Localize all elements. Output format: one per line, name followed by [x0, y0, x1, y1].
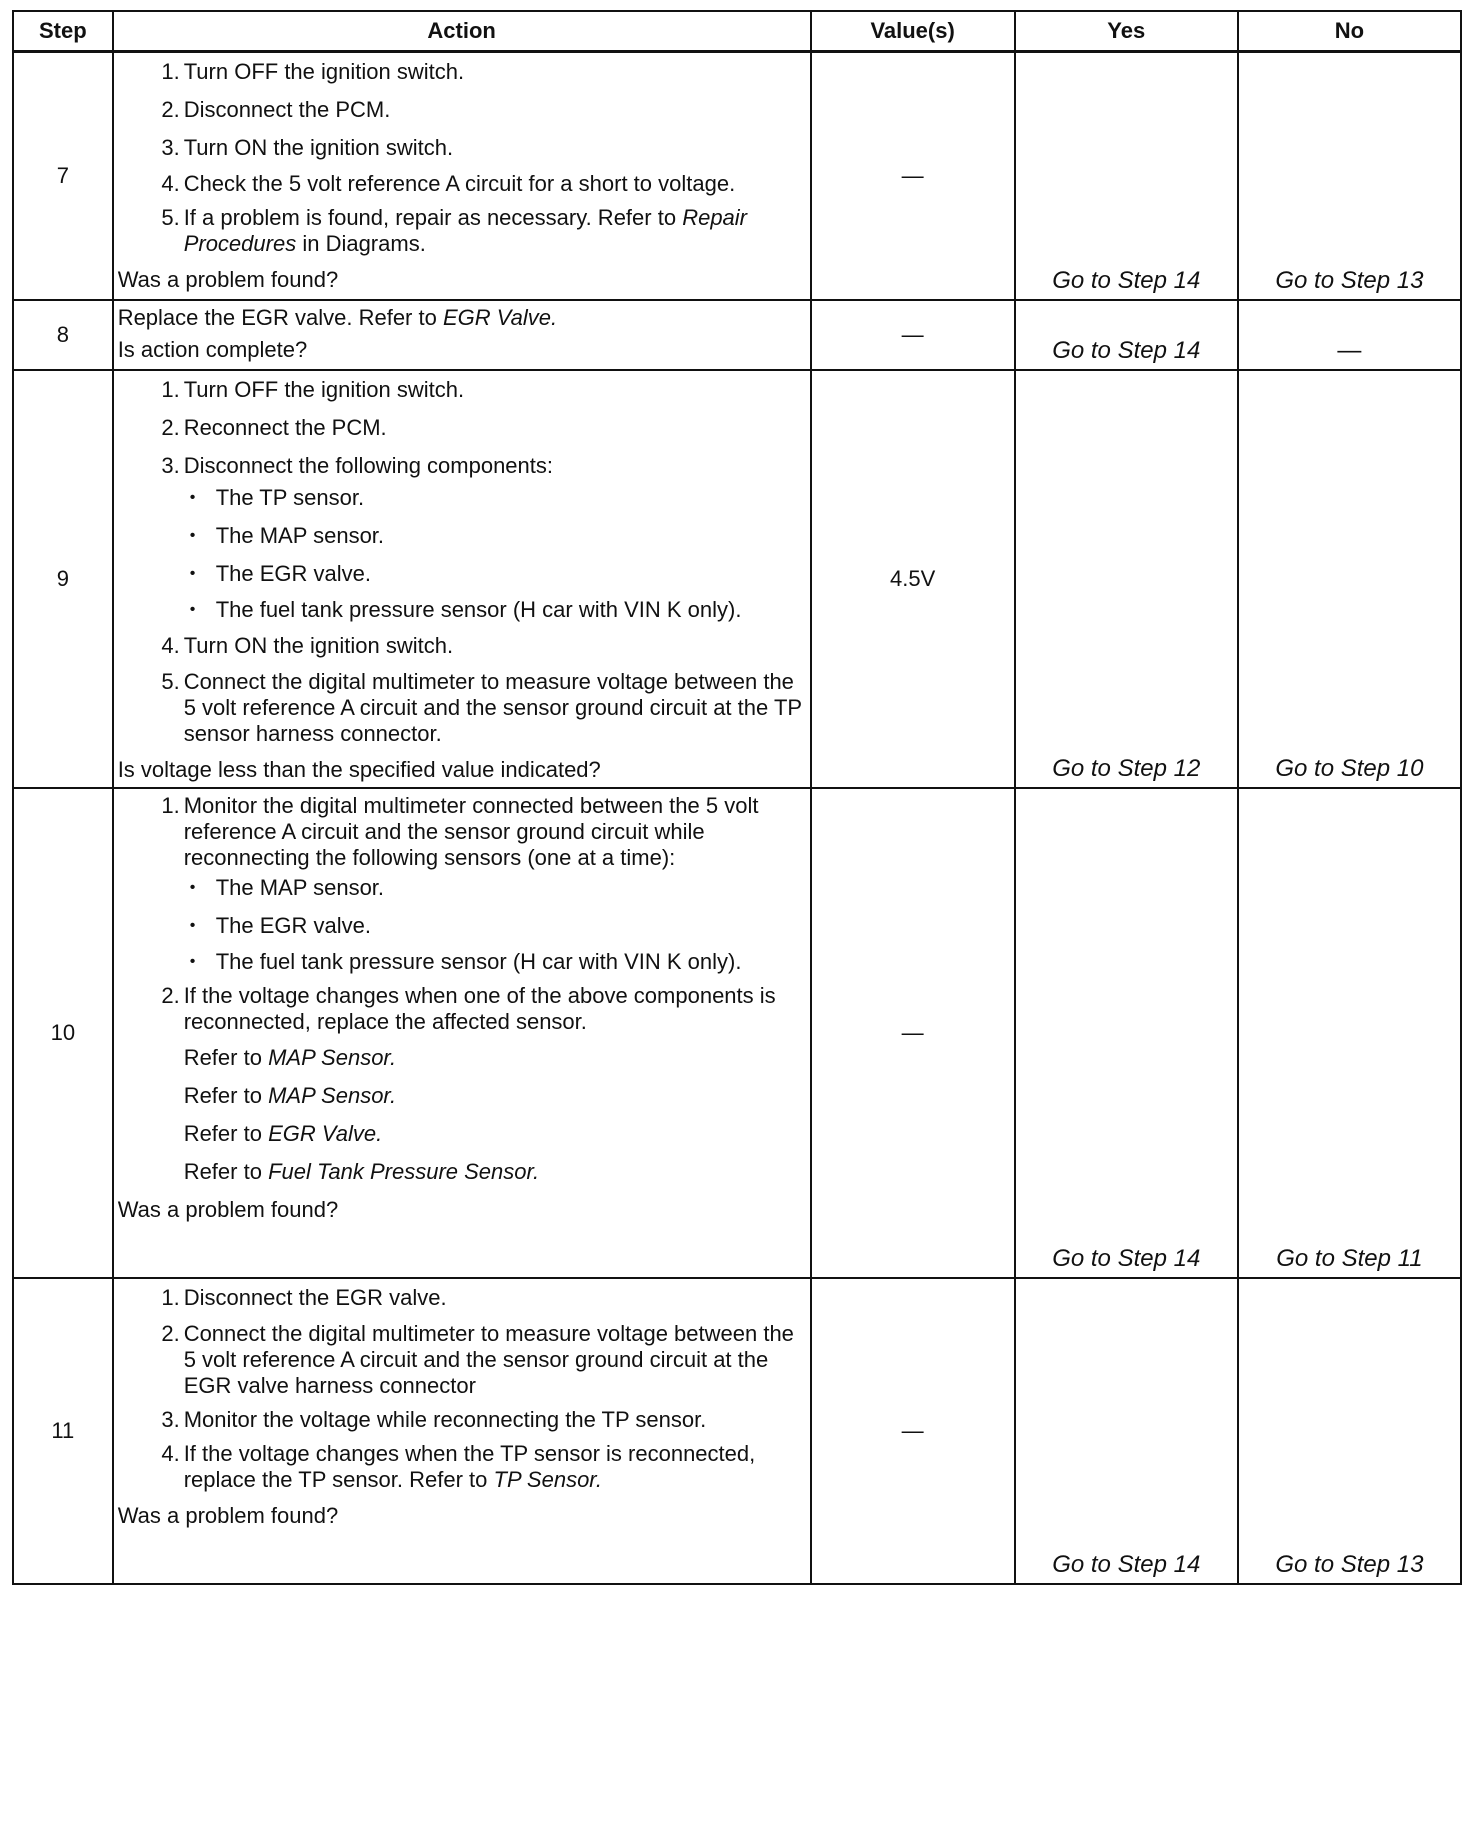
refer-line: Refer to Fuel Tank Pressure Sensor.: [183, 1158, 540, 1184]
header-step: Step: [13, 11, 113, 52]
value-cell: —: [811, 300, 1015, 370]
reference-link: MAP Sensor.: [268, 1082, 397, 1108]
refer-line: Refer to EGR Valve.: [183, 1120, 383, 1146]
refer-line: Refer to MAP Sensor.: [183, 1082, 397, 1108]
action-item: 5. Connect the digital multimeter to measure voltage between the 5 volt reference A circuit and the sensor ground circuit at the TP sensor harness connector.: [161, 668, 802, 746]
header-value: Value(s): [811, 11, 1015, 52]
yes-cell: Go to Step 14: [1015, 788, 1238, 1278]
step-number: 10: [13, 788, 113, 1278]
action-text: Replace the EGR valve. Refer to EGR Valve.: [117, 304, 558, 330]
value-cell: —: [811, 52, 1015, 300]
table-row-step-8: [13, 300, 1461, 370]
value-cell: 4.5V: [811, 370, 1015, 788]
action-item: 5. If a problem is found, repair as necessary. Refer to Repair Procedures in Diagrams.: [161, 205, 748, 256]
step-number: 7: [13, 52, 113, 300]
header-row: [13, 11, 1461, 52]
table-row-step-7: [13, 52, 1461, 300]
action-item: 2. Connect the digital multimeter to measure voltage between the 5 volt reference A circuit and the sensor ground circuit at the EGR valve harness connector: [161, 1320, 794, 1398]
reference-link: EGR Valve.: [442, 304, 558, 330]
action-item: 4. Turn ON the ignition switch.: [161, 632, 454, 658]
action-item: 1. Turn OFF the ignition switch.: [161, 376, 465, 402]
bullet-item: • The TP sensor.: [184, 483, 810, 513]
header-no: No: [1238, 11, 1461, 52]
question-text: Was a problem found?: [117, 267, 339, 292]
refer-line: Refer to MAP Sensor.: [183, 1044, 397, 1070]
yes-cell: Go to Step 14: [1015, 300, 1238, 370]
action-item: 2. Reconnect the PCM.: [161, 414, 387, 440]
action-cell: [113, 300, 811, 370]
diagnostic-table: [12, 10, 1462, 1585]
action-item: 3. Disconnect the following components: • The TP sensor. • The MAP sensor. • The EGR valve. • The fuel tank pressure sensor (H car with VIN K only).: [114, 451, 810, 623]
bullet-item: • The EGR valve.: [184, 911, 810, 941]
reference-link: EGR Valve.: [268, 1120, 383, 1146]
action-item: 3. Turn ON the ignition switch.: [161, 135, 454, 160]
action-item: 2. Disconnect the PCM.: [161, 97, 391, 122]
no-cell: Go to Step 13: [1238, 1278, 1461, 1584]
action-item: 1. Monitor the digital multimeter connected between the 5 volt reference A circuit and the sensor ground circuit while reconnecting the following sensors (one at a time): • The MAP sensor. • The EGR valve. • The fuel tank pressure sensor (H car with VIN K only).: [114, 793, 810, 975]
yes-cell: Go to Step 14: [1015, 52, 1238, 300]
no-cell: Go to Step 10: [1238, 370, 1461, 788]
value-cell: —: [811, 788, 1015, 1278]
bullet-item: • The MAP sensor.: [184, 521, 810, 551]
question-text: Was a problem found?: [117, 1196, 339, 1222]
question-text: Is action complete?: [117, 336, 308, 362]
step-number: 8: [13, 300, 113, 370]
reference-link: Repair Procedures: [183, 205, 748, 256]
question-text: Was a problem found?: [117, 1502, 339, 1528]
action-item: 4. Check the 5 volt reference A circuit for a short to voltage.: [161, 171, 736, 196]
step-number: 11: [13, 1278, 113, 1584]
table-row-step-9: [13, 370, 1461, 788]
yes-cell: Go to Step 14: [1015, 1278, 1238, 1584]
no-cell: Go to Step 11: [1238, 788, 1461, 1278]
bullet-item: • The fuel tank pressure sensor (H car with VIN K only).: [184, 949, 810, 975]
step-number: 9: [13, 370, 113, 788]
table-row-step-11: [13, 1278, 1461, 1584]
no-cell: —: [1238, 300, 1461, 370]
reference-link: Fuel Tank Pressure Sensor.: [268, 1158, 540, 1184]
value-cell: —: [811, 1278, 1015, 1584]
reference-link: MAP Sensor.: [268, 1044, 397, 1070]
action-cell: [113, 788, 811, 1278]
yes-cell: Go to Step 12: [1015, 370, 1238, 788]
no-cell: Go to Step 13: [1238, 52, 1461, 300]
action-item: 2. If the voltage changes when one of the above components is reconnected, replace the affected sensor. Refer to MAP Sensor. Refer to MAP Sensor. Refer to EGR Valve. Refer to Fuel Tank Pressure Sensor.: [114, 983, 810, 1187]
header-action: Action: [113, 11, 811, 52]
action-cell: [113, 52, 811, 300]
action-item: 1. Disconnect the EGR valve.: [161, 1284, 447, 1310]
action-item: 1. Turn OFF the ignition switch.: [161, 59, 465, 84]
reference-link: TP Sensor.: [493, 1466, 602, 1492]
action-item: 4. If the voltage changes when the TP sensor is reconnected, replace the TP sensor. Refer to TP Sensor.: [161, 1440, 756, 1492]
header-yes: Yes: [1015, 11, 1238, 52]
question-text: Is voltage less than the specified value indicated?: [117, 756, 601, 782]
bullet-item: • The fuel tank pressure sensor (H car with VIN K only).: [184, 597, 810, 623]
bullet-item: • The MAP sensor.: [184, 873, 810, 903]
table-row-step-10: [13, 788, 1461, 1278]
bullet-item: • The EGR valve.: [184, 559, 810, 589]
action-cell: [113, 370, 811, 788]
action-item: 3. Monitor the voltage while reconnecting the TP sensor.: [161, 1406, 707, 1432]
action-cell: [113, 1278, 811, 1584]
